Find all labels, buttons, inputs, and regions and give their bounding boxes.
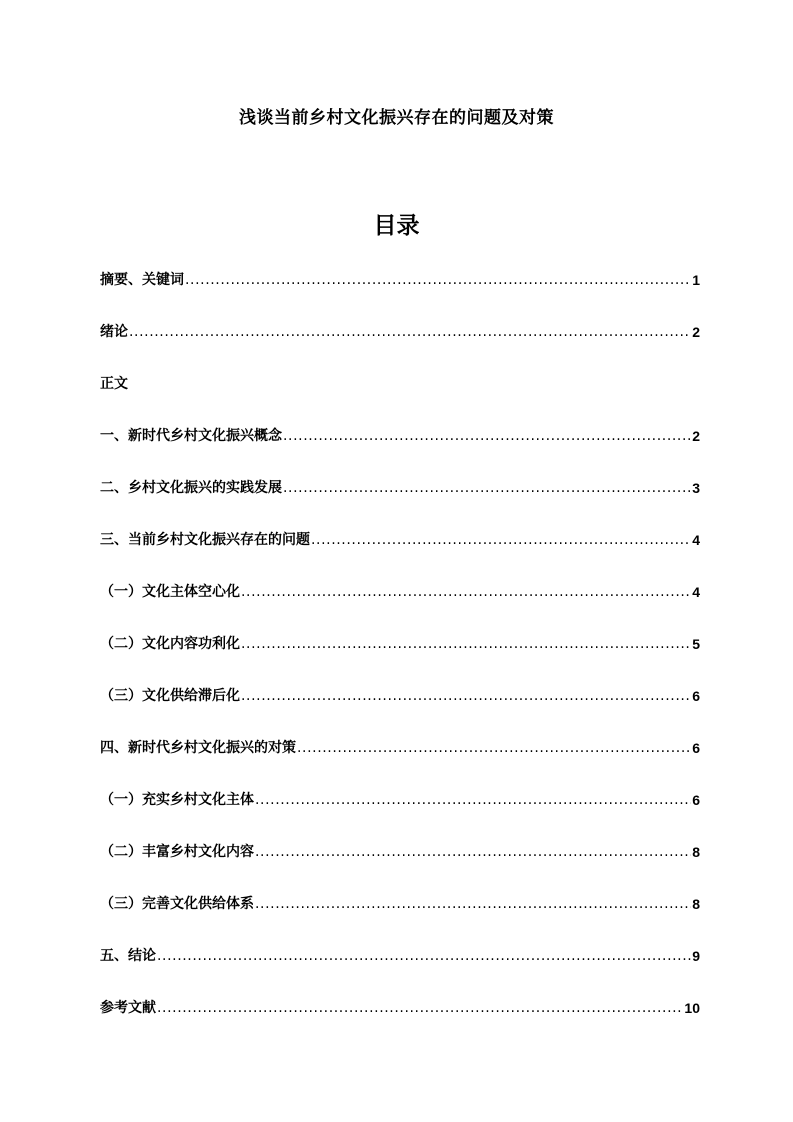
toc-entry-page: 8 [692, 844, 700, 860]
toc-entry-section-3[interactable] [100, 498, 700, 550]
toc-dot-leader [283, 426, 691, 446]
toc-entry-label: 五、结论 [100, 948, 156, 964]
document-title: 浅谈当前乡村文化振兴存在的问题及对策 [239, 108, 554, 128]
toc-entry-label: 四、新时代乡村文化振兴的对策 [100, 740, 296, 756]
table-of-contents [100, 270, 700, 1018]
toc-dot-leader [157, 998, 683, 1018]
toc-entry-page: 10 [684, 1000, 700, 1016]
toc-entry-label: （二）丰富乡村文化内容 [100, 844, 254, 860]
toc-entry-label: 参考文献 [100, 1000, 156, 1016]
toc-dot-leader [255, 894, 691, 914]
toc-entry-page: 5 [692, 636, 700, 652]
toc-dot-leader [241, 686, 691, 706]
toc-entry-page: 2 [692, 324, 700, 340]
toc-entry-abstract-keywords[interactable] [100, 270, 700, 290]
toc-entry-page: 4 [692, 532, 700, 548]
toc-entry-section-4-3[interactable] [100, 862, 700, 914]
toc-entry-page: 3 [692, 480, 700, 496]
toc-entry-section-3-3[interactable] [100, 654, 700, 706]
toc-entry-label: 一、新时代乡村文化振兴概念 [100, 428, 282, 444]
toc-entry-page: 6 [692, 792, 700, 808]
toc-dot-leader [157, 946, 691, 966]
toc-dot-leader [283, 478, 691, 498]
toc-entry-label: 三、当前乡村文化振兴存在的问题 [100, 532, 310, 548]
toc-dot-leader [185, 270, 691, 290]
toc-entry-main-text [100, 342, 700, 394]
toc-entry-section-2[interactable] [100, 446, 700, 498]
toc-dot-leader [311, 530, 691, 550]
toc-entry-section-3-1[interactable] [100, 550, 700, 602]
toc-entry-label: （三）文化供给滞后化 [100, 688, 240, 704]
toc-heading: 目录 [373, 213, 420, 239]
toc-dot-leader [241, 582, 691, 602]
toc-entry-page: 6 [692, 740, 700, 756]
toc-entry-label: 摘要、关键词 [100, 272, 184, 288]
toc-entry-page: 6 [692, 688, 700, 704]
toc-entry-label: 二、乡村文化振兴的实践发展 [100, 480, 282, 496]
toc-entry-label: （一）充实乡村文化主体 [100, 792, 254, 808]
toc-entry-section-5[interactable] [100, 914, 700, 966]
toc-dot-leader [241, 634, 691, 654]
toc-entry-page: 2 [692, 428, 700, 444]
toc-dot-leader [297, 738, 691, 758]
toc-entry-label: 正文 [100, 376, 128, 392]
toc-entry-section-3-2[interactable] [100, 602, 700, 654]
toc-dot-leader [255, 790, 691, 810]
toc-entry-references[interactable] [100, 966, 700, 1018]
toc-entry-page: 9 [692, 948, 700, 964]
toc-entry-section-4[interactable] [100, 706, 700, 758]
toc-entry-section-4-1[interactable] [100, 758, 700, 810]
toc-entry-label: （二）文化内容功利化 [100, 636, 240, 652]
toc-entry-section-4-2[interactable] [100, 810, 700, 862]
toc-entry-label: （三）完善文化供给体系 [100, 896, 254, 912]
toc-entry-introduction[interactable] [100, 290, 700, 342]
toc-entry-page: 4 [692, 584, 700, 600]
toc-dot-leader [129, 322, 691, 342]
toc-entry-page: 8 [692, 896, 700, 912]
toc-entry-label: （一）文化主体空心化 [100, 584, 240, 600]
toc-entry-page: 1 [692, 272, 700, 288]
toc-entry-label: 绪论 [100, 324, 128, 340]
toc-dot-leader [255, 842, 691, 862]
toc-entry-section-1[interactable] [100, 394, 700, 446]
